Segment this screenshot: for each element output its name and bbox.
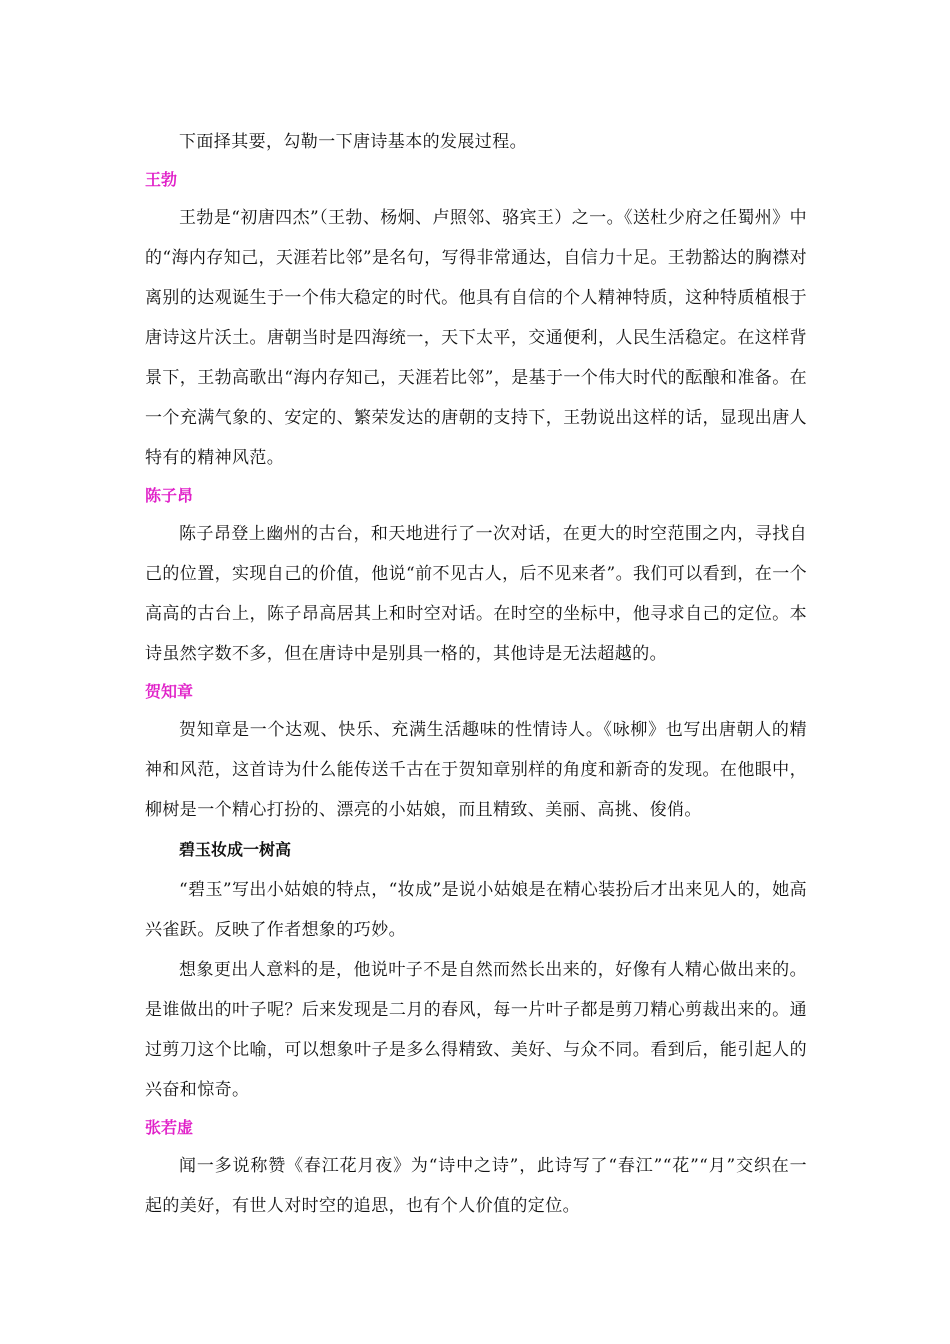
- section-heading-wang-bo: 王勃: [145, 170, 178, 189]
- poem-line-subheading: 碧玉妆成一树高: [179, 840, 292, 859]
- section-heading-chen-ziang: 陈子昂: [145, 486, 194, 505]
- paragraph-wang-bo: 王勃是“初唐四杰”（王勃、杨炯、卢照邻、骆宾王）之一。《送杜少府之任蜀州》中的“海内存知己，天涯若比邻”是名句，写得非常通达，自信力十足。王勃豁达的胸襟对离别的达观诞生于一个伟大稳定的时代。他具有自信的个人精神特质，这种特质植根于唐诗这片沃土。唐朝当时是四海统一，天下太平，交通便利，人民生活稳定。在这样背景下，王勃高歌出“海内存知己，天涯若比邻”，是基于一个伟大时代的酝酿和准备。在一个充满气象的、安定的、繁荣发达的唐朝的支持下，王勃说出这样的话，显现出唐人特有的精神风范。: [145, 208, 807, 468]
- paragraph-zhang-ruoxu: 闻一多说称赞《春江花月夜》为“诗中之诗”，此诗写了“春江”“花”“月”交织在一起的美好，有世人对时空的追思，也有个人价值的定位。: [145, 1156, 807, 1216]
- paragraph-biyu: “碧玉”写出小姑娘的特点，“妆成”是说小姑娘是在精心装扮后才出来见人的，她高兴雀跃。反映了作者想象的巧妙。: [145, 880, 807, 940]
- intro-paragraph: 下面择其要，勾勒一下唐诗基本的发展过程。: [179, 132, 527, 152]
- section-heading-zhang-ruoxu: 张若虚: [145, 1118, 194, 1137]
- document-body: [145, 122, 807, 1226]
- paragraph-he-zhizhang: 贺知章是一个达观、快乐、充满生活趣味的性情诗人。《咏柳》也写出唐朝人的精神和风范，这首诗为什么能传送千古在于贺知章别样的角度和新奇的发现。在他眼中，柳树是一个精心打扮的、漂亮的小姑娘，而且精致、美丽、高挑、俊俏。: [145, 720, 807, 820]
- paragraph-chen-ziang: 陈子昂登上幽州的古台，和天地进行了一次对话，在更大的时空范围之内，寻找自己的位置，实现自己的价值，他说“前不见古人，后不见来者”。我们可以看到，在一个高高的古台上，陈子昂高居其上和时空对话。在时空的坐标中，他寻求自己的定位。本诗虽然字数不多，但在唐诗中是别具一格的，其他诗是无法超越的。: [145, 524, 807, 664]
- paragraph-imagination: 想象更出人意料的是，他说叶子不是自然而然长出来的，好像有人精心做出来的。是谁做出的叶子呢？后来发现是二月的春风，每一片叶子都是剪刀精心剪裁出来的。通过剪刀这个比喻，可以想象叶子是多么得精致、美好、与众不同。看到后，能引起人的兴奋和惊奇。: [145, 960, 807, 1100]
- section-heading-he-zhizhang: 贺知章: [145, 682, 194, 701]
